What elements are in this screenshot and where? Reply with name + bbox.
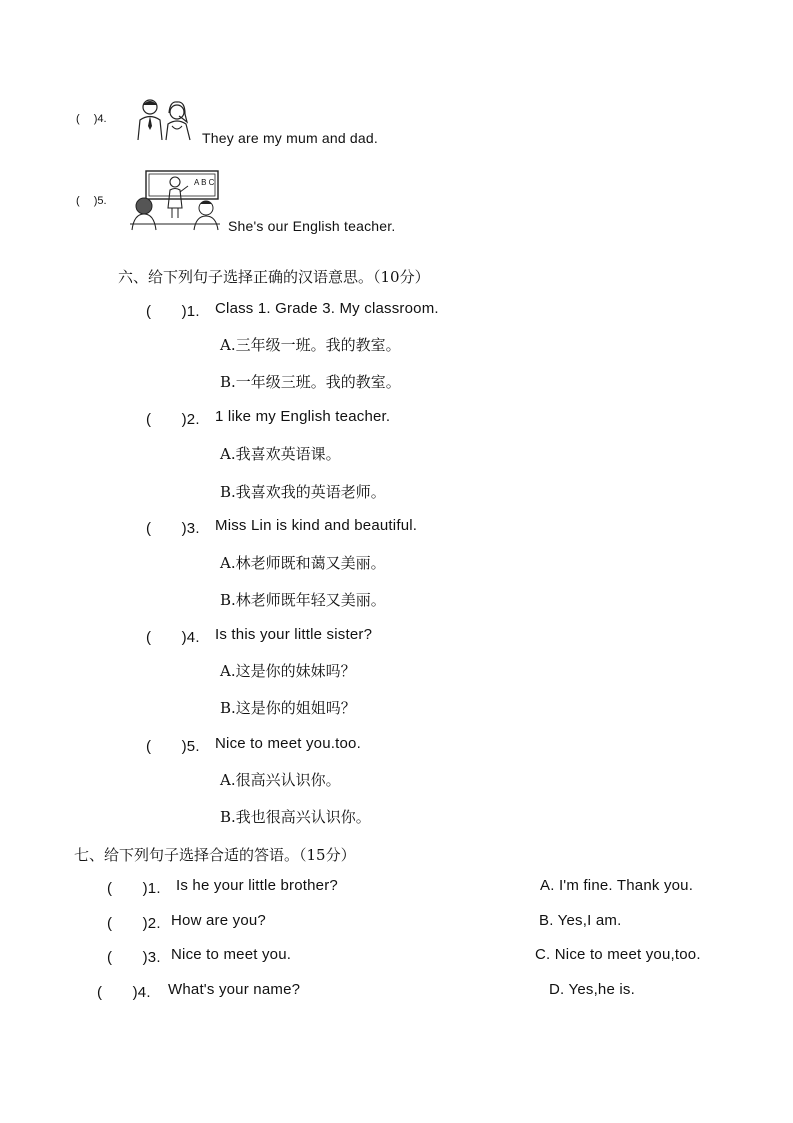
s6-item-4-option-b: B.这是你的姐姐吗？ — [220, 699, 356, 717]
s6-item-4-question: Is this your little sister? — [215, 626, 373, 643]
s6-item-2-option-b: B.我喜欢我的英语老师。 — [220, 483, 386, 501]
s6-item-5-option-b: B.我也很高兴认识你。 — [220, 808, 371, 826]
s7-answer-d: D. Yes,he is. — [549, 981, 635, 998]
s7-item-1-number[interactable]: ( )1. — [107, 880, 161, 897]
s6-item-5-option-a: A.很高兴认识你。 — [220, 771, 341, 789]
s6-item-1-number[interactable]: ( )1. — [146, 303, 200, 320]
s7-item-2-number[interactable]: ( )2. — [107, 915, 161, 932]
s7-answer-b: B. Yes,I am. — [539, 912, 622, 929]
item-number: ( )5. — [76, 195, 107, 207]
s7-item-2-question: How are you? — [171, 912, 266, 929]
s7-item-3-question: Nice to meet you. — [171, 946, 292, 963]
s6-item-2-number[interactable]: ( )2. — [146, 411, 200, 428]
s6-item-5-question: Nice to meet you.too. — [215, 735, 361, 752]
s6-item-4-number[interactable]: ( )4. — [146, 629, 200, 646]
s6-item-1-option-a: A.三年级一班。我的教室。 — [220, 336, 401, 354]
s7-answer-c: C. Nice to meet you,too. — [535, 946, 701, 963]
s6-item-5-number[interactable]: ( )5. — [146, 738, 200, 755]
s6-item-2-option-a: A.我喜欢英语课。 — [220, 445, 341, 463]
s7-item-4-question: What's your name? — [168, 981, 301, 998]
s6-item-3-number[interactable]: ( )3. — [146, 520, 200, 537]
item-number: ( )4. — [76, 113, 107, 125]
section-6-heading: 六、给下列句子选择正确的汉语意思。（10分） — [118, 268, 430, 286]
s7-item-3-number[interactable]: ( )3. — [107, 949, 161, 966]
parents-illustration — [132, 96, 198, 142]
s7-item-4-number[interactable]: ( )4. — [97, 984, 151, 1001]
s6-item-4-option-a: A.这是你的妹妹吗？ — [220, 662, 356, 680]
s7-answer-a: A. I'm fine. Thank you. — [540, 877, 694, 894]
s6-item-3-option-b: B.林老师既年轻又美丽。 — [220, 591, 386, 609]
s6-item-3-option-a: A.林老师既和蔼又美丽。 — [220, 554, 386, 572]
s6-item-2-question: 1 like my English teacher. — [215, 408, 391, 425]
picture-item-5-sentence: She's our English teacher. — [228, 218, 396, 234]
s6-item-1-question: Class 1. Grade 3. My classroom. — [215, 300, 439, 317]
s7-item-1-question: Is he your little brother? — [176, 877, 338, 894]
teacher-classroom-illustration — [130, 168, 222, 232]
picture-item-4-bracket[interactable] — [76, 110, 107, 126]
blackboard-letters: A B C — [194, 178, 215, 187]
s6-item-3-question: Miss Lin is kind and beautiful. — [215, 517, 418, 534]
section-7-heading: 七、给下列句子选择合适的答语。（15分） — [74, 846, 356, 864]
s6-item-1-option-b: B.一年级三班。我的教室。 — [220, 373, 401, 391]
picture-item-4-sentence: They are my mum and dad. — [202, 130, 378, 146]
picture-item-5-bracket[interactable] — [76, 192, 107, 208]
